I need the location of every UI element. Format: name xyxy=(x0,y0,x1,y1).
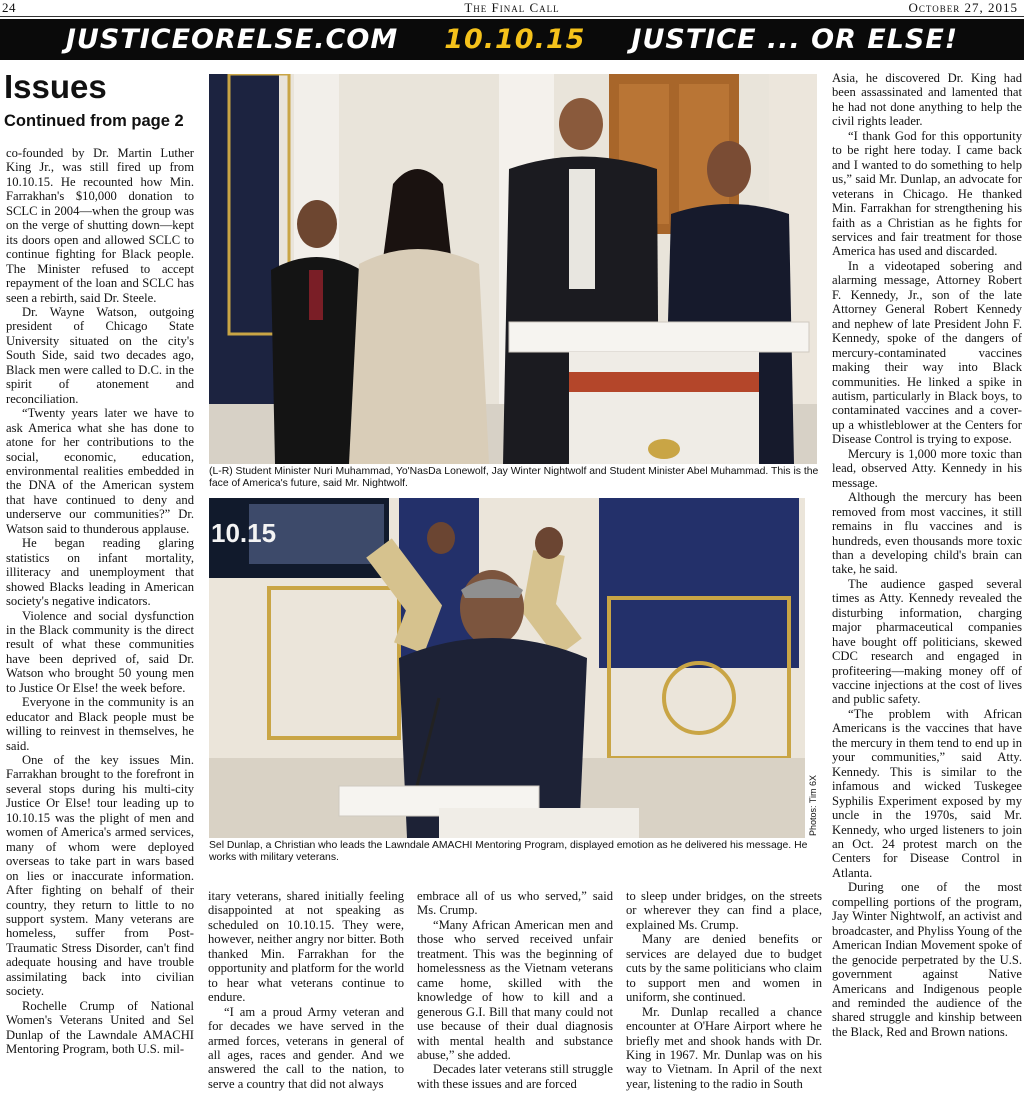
paragraph: “I thank God for this opportunity to be right here today. I came back and I wanted to do something to help us,” said Mr. Dunlap, an advocate for veterans in Chicago. He thanked Min. Farrakhan for strengthening his faith as a Christian as he fights for services and fair treatment for those America has used and discarded. xyxy=(832,128,1022,259)
paragraph: Violence and social dysfunction in the Black community is the direct result of what these communities have been deprived of, said Dr. Watson who brought 50 young men to Justice Or Else! the week before. xyxy=(6,608,194,695)
article-column-5 xyxy=(832,71,1022,1108)
photo-speakers-at-podium xyxy=(209,74,817,464)
banner-slogan: JUSTICE ... OR ELSE! xyxy=(631,24,959,55)
banner-website: JUSTICEORELSE.COM xyxy=(65,24,399,55)
paragraph: Dr. Wayne Watson, outgoing president of Chicago State University situated on the city's South Side, said two decades ago, Black men were called to D.C. in the spirit of atonement and reconciliation. xyxy=(6,304,194,406)
article-column-1 xyxy=(6,146,194,1108)
paragraph: “Many African American men and those who served received unfair treatment. This was the beginning of homelessness as the Vietnam veterans came home, skilled with the knowledge of how to kill and a generous G.I. Bill that many could not use because of their dual diagnosis with mental health and substance abuse,” she added. xyxy=(417,917,613,1062)
paragraph: The audience gasped several times as Atty. Kennedy revealed the disturbing information, charging major pharmaceutical companies have bought off politicians, skewed CDC research and engaged in profiteering—making money off of vaccine injections at the cost of lives and public safety. xyxy=(832,576,1022,707)
paragraph: to sleep under bridges, on the streets or wherever they can find a place, explained Ms. Crump. xyxy=(626,889,822,932)
screen-date-text: 10.15 xyxy=(211,518,277,548)
issue-date: October 27, 2015 xyxy=(908,0,1018,15)
paragraph: Everyone in the community is an educator and Black people must be willing to reinvest in themselves, he said. xyxy=(6,695,194,753)
publication-name: The Final Call xyxy=(464,0,560,15)
paragraph: Rochelle Crump of National Women's Veterans United and Sel Dunlap of the Lawndale AMACHI Mentoring Program, both U.S. mil- xyxy=(6,998,194,1057)
article-column-2 xyxy=(208,889,404,1108)
paragraph: Decades later veterans still struggle with these issues and are forced xyxy=(417,1062,613,1091)
paragraph: Many are denied benefits or services are delayed due to budget cuts by the same politicians who claim to support men and women in uniform, she continued. xyxy=(626,932,822,1005)
photo-speakers-image xyxy=(209,74,817,464)
paragraph: “I am a proud Army veteran and for decades we have served in the armed forces, veterans in general of all ages, races and gender. And we answered the call to the nation, to serve a country that did not always xyxy=(208,1004,404,1091)
promo-banner xyxy=(0,19,1024,60)
paragraph: co-founded by Dr. Martin Luther King Jr., was still fired up from 10.10.15. He recounted how Min. Farrakhan's $10,000 donation to SCLC in 2004—when the group was on the verge of shutting down—kept its doors open and allowed SCLC to continue fighting for Black people. The Minister refused to accept repayment of the loan and SCLC has seen a rebirth, said Dr. Steele. xyxy=(6,146,194,305)
paragraph: “Twenty years later we have to ask America what she has done to atone for her contributions to the social, economic, education, environmental realities embedded in the DNA of the American system that have continued to deny and underserve our communities?” Dr. Watson said to thunderous applause. xyxy=(6,406,194,536)
paragraph: Asia, he discovered Dr. King had been assassinated and lamented that he had not done anything to help the civil rights leader. xyxy=(832,71,1022,129)
paragraph: Mercury is 1,000 more toxic than lead, observed Atty. Kennedy in his message. xyxy=(832,446,1022,490)
article-column-4 xyxy=(626,889,822,1108)
continued-from-label: Continued from page 2 xyxy=(4,112,184,130)
paragraph: Mr. Dunlap recalled a chance encounter at O'Hare Airport where he briefly met and shook hands with Dr. King in 1967. Mr. Dunlap was on his way to Vietnam. In April of the next year, listening to the radio in South xyxy=(626,1004,822,1091)
photo-credit-text: Photos: Tim 6X xyxy=(808,774,818,836)
paragraph: embrace all of us who served,” said Ms. Crump. xyxy=(417,889,613,918)
paragraph: He began reading glaring statistics on infant mortality, illiteracy and unemployment that showed Blacks leading in American society's negative indicators. xyxy=(6,536,194,609)
paragraph: One of the key issues Min. Farrakhan brought to the forefront in several stops during his multi-city Justice Or Else! tour leading up to 10.10.15 was the plight of men and women of America's armed services, many of whom were deployed overseas to take part in wars based on lies or inaccurate information. After fighting on behalf of their country, they return to little to no support system. Many veterans are homeless, suffer from Post-Traumatic Stress Disorder, can't find adequate housing and have trouble assimilating back into civilian society. xyxy=(6,753,194,999)
page-number: 24 xyxy=(2,0,16,15)
paragraph: itary veterans, shared initially feeling disappointed at not speaking as scheduled on 10.10.15. They were, however, neither angry nor bitter. Both thanked Min. Farrakhan for the opportunity and platform for the world to hear what veterans continue to endure. xyxy=(208,889,404,1005)
paragraph: In a videotaped sobering and alarming message, Attorney Robert F. Kennedy, Jr., son of the late Attorney General Robert Kennedy and nephew of late President John F. Kennedy, spoke of the dangers of mercury-contaminated vaccines making their way into Black communities. He linked a spike in autism, particularly in Black boys, to contaminated vaccines and a cover-up a whistleblower at the Centers for Disease Control is trying to expose. xyxy=(832,258,1022,447)
paragraph: “The problem with African Americans is the vaccines that have the mercury in them tend to end up in your communities,” said Atty. Kennedy. This is similar to the infamous and wicked Tuskegee Syphilis Experiment exposed by my uncle in the 1970s, said Mr. Kennedy, who urged listeners to join an Oct. 24 protest march on the Centers for Disease Control in Atlanta. xyxy=(832,706,1022,880)
photo-dunlap-image xyxy=(209,498,805,838)
section-headline: Issues xyxy=(4,68,107,105)
banner-date: 10.10.15 xyxy=(444,24,586,55)
paragraph: During one of the most compelling portions of the program, Jay Winter Nightwolf, an activist and broadcaster, and Phyliss Young of the American Indian Movement spoke of the genocide perpetrated by the U.S. government against Native Americans and Indigenous people and reminded the audience of the shared struggle and kinship between the Black, Red and Brown nations. xyxy=(832,880,1022,1039)
photo-sel-dunlap xyxy=(209,498,805,838)
photo-caption-bottom: Sel Dunlap, a Christian who leads the Lawndale AMACHI Mentoring Program, displayed emotion as he delivered his message. He works with military veterans. xyxy=(209,840,808,864)
paragraph: Although the mercury has been removed from most vaccines, it still remains in flu vaccines and is hundreds, even thousands more toxic than a developing child's brain can take, he said. xyxy=(832,490,1022,577)
article-column-3 xyxy=(417,889,613,1108)
photo-credit xyxy=(808,774,820,840)
folio-rule xyxy=(0,16,1024,17)
photo-caption-top: (L-R) Student Minister Nuri Muhammad, Yo'NasDa Lonewolf, Jay Winter Nightwolf and Student Minister Abel Muhammad. This is the face of America's future, said Mr. Nightwolf. xyxy=(209,466,819,490)
